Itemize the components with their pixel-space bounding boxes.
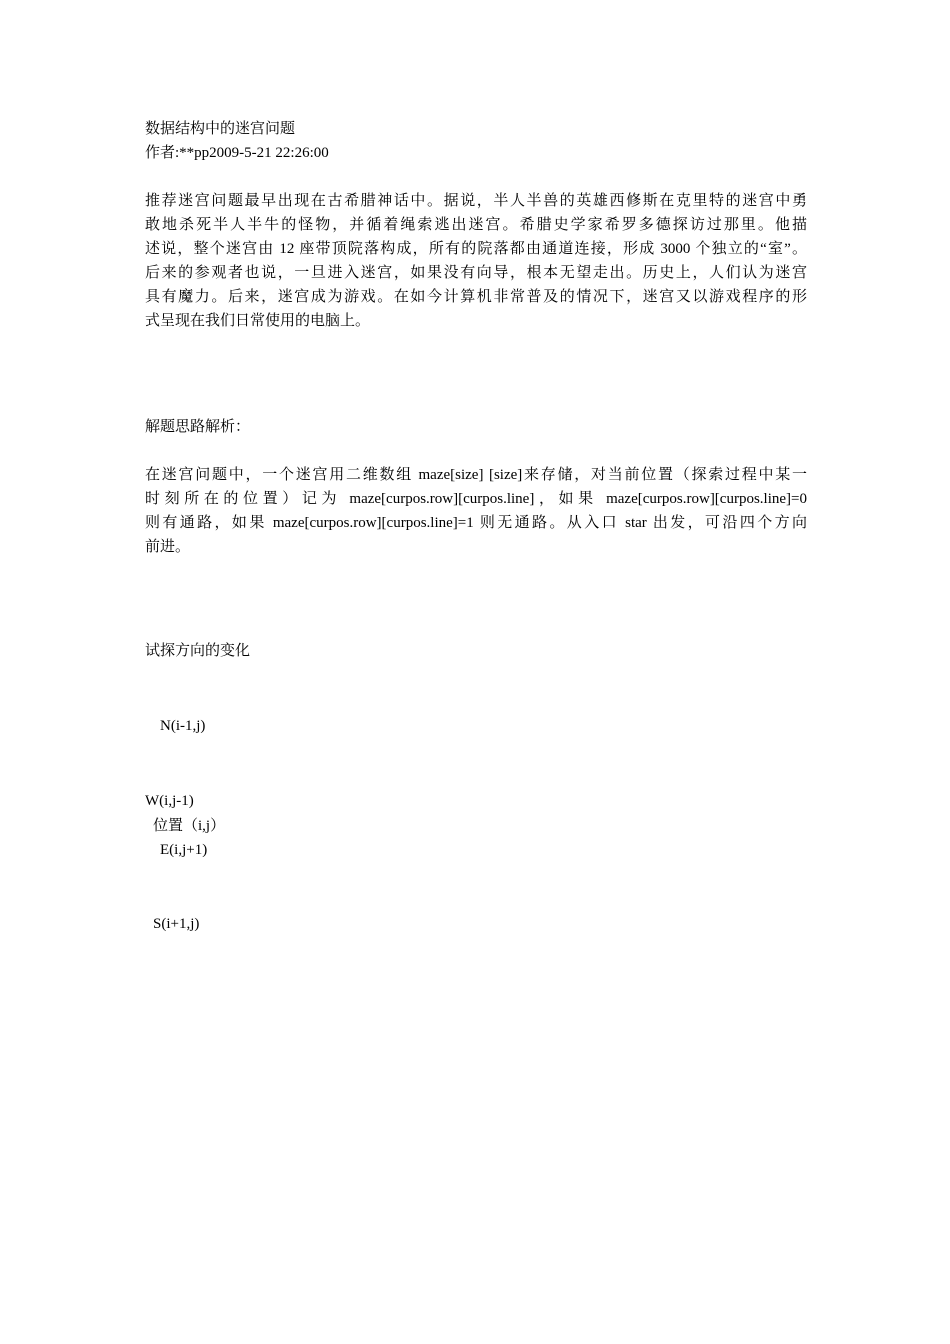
paragraph-line: 具有魔力。后来，迷宫成为游戏。在如今计算机非常普及的情况下，迷宫又以游戏程序的形 [145, 289, 807, 305]
paragraph-line: 敢地杀死半人半牛的怪物，并循着绳索逃出迷宫。希腊史学家希罗多德探访过那里。他描 [145, 217, 807, 233]
direction-south: S(i+1,j) [153, 916, 200, 932]
paragraph-line: 在迷宫问题中，一个迷宫用二维数组 maze[size] [size]来存储，对当前位置（探索过程中某一 [145, 467, 807, 483]
direction-center: 位置（i,j） [153, 818, 226, 834]
document-title: 数据结构中的迷宫问题 [145, 121, 296, 137]
intro-paragraph [145, 189, 807, 333]
paragraph-line: 式呈现在我们日常使用的电脑上。 [145, 313, 371, 329]
paragraph-line: 时刻所在的位置）记为 maze[curpos.row][curpos.line]，如果 maze[curpos.row][curpos.line]=0 [145, 491, 807, 507]
paragraph-line: 前进。 [145, 539, 191, 555]
direction-heading: 试探方向的变化 [145, 643, 251, 659]
paragraph-line: 推荐迷宫问题最早出现在古希腊神话中。据说，半人半兽的英雄西修斯在克里特的迷宫中勇 [145, 193, 807, 209]
paragraph-line: 后来的参观者也说，一旦进入迷宫，如果没有向导，根本无望走出。历史上，人们认为迷宫 [145, 265, 807, 281]
paragraph-line: 述说，整个迷宫由 12 座带顶院落构成，所有的院落都由通道连接，形成 3000 个独立的“室”。 [145, 241, 807, 257]
paragraph-line: 则有通路，如果 maze[curpos.row][curpos.line]=1 则无通路。从入口 star 出发，可沿四个方向 [145, 515, 807, 531]
direction-east: E(i,j+1) [160, 842, 208, 858]
document-byline: 作者:**pp2009-5-21 22:26:00 [145, 145, 329, 161]
direction-west: W(i,j-1) [145, 793, 194, 809]
analysis-heading: 解题思路解析： [145, 419, 251, 435]
analysis-paragraph [145, 463, 807, 559]
direction-north: N(i-1,j) [160, 718, 206, 734]
